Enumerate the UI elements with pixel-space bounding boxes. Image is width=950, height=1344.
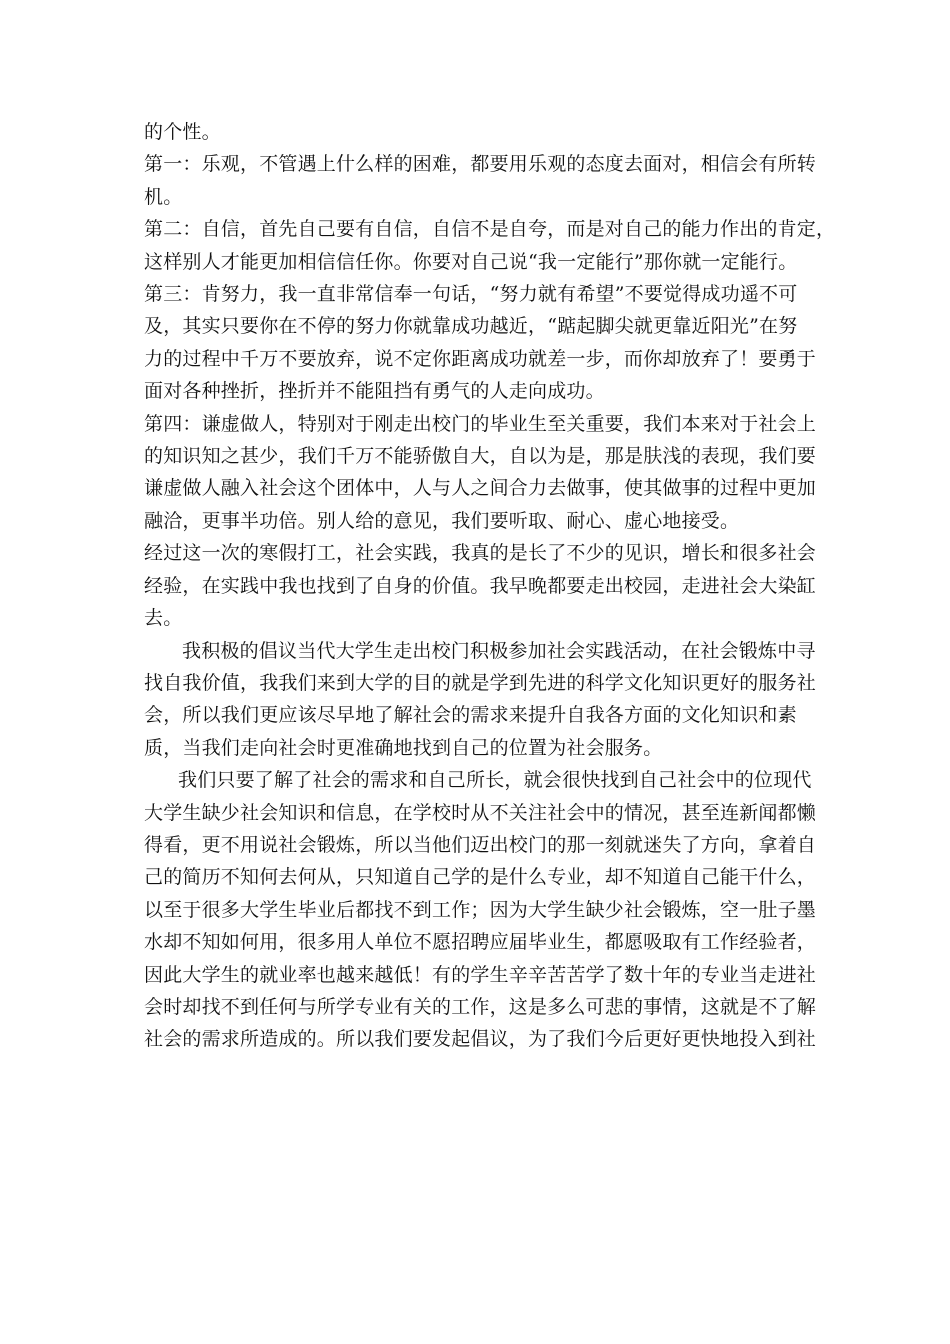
text-line: 经验，在实践中我也找到了自身的价值。我早晚都要走出校园，走进社会大染缸 [144,574,817,597]
text-line: 会时却找不到任何与所学专业有关的工作，这是多么可悲的事情，这就是不了解 [144,995,817,1018]
paragraph [144,148,817,213]
text-line: 大学生缺少社会知识和信息，在学校时从不关注社会中的情况，甚至连新闻都懒 [144,801,817,824]
text-line: 去。 [144,607,183,630]
paragraph [144,667,817,764]
paragraph [144,635,816,667]
text-line: 第二：自信，首先自己要有自信，自信不是自夸，而是对自己的能力作出的肯定， [144,218,836,241]
text-line: 面对各种挫折，挫折并不能阻挡有勇气的人走向成功。 [144,380,605,403]
text-line: 质，当我们走向社会时更准确地找到自己的位置为社会服务。 [144,736,663,759]
text-line: 因此大学生的就业率也越来越低！有的学生辛辛苦苦学了数十年的专业当走进社 [144,963,817,986]
text-line: 融洽，更事半功倍。别人给的意见，我们要听取、耐心、虚心地接受。 [144,509,740,532]
text-line: 第三：肯努力，我一直非常信奉一句话，“努力就有希望”不要觉得成功遥不可 [144,283,798,306]
text-line: 我们只要了解了社会的需求和自己所长，就会很快找到自己社会中的位现代 [178,769,812,792]
paragraph [144,797,817,1056]
text-line: 第一：乐观，不管遇上什么样的困难，都要用乐观的态度去面对，相信会有所转 [144,153,817,176]
text-line: 己的简历不知何去何从，只知道自己学的是什么专业，却不知道自己能干什么， [144,866,817,889]
text-line: 经过这一次的寒假打工，社会实践，我真的是长了不少的见识，增长和很多社会 [144,542,817,565]
paragraph [144,408,817,538]
text-line: 的个性。 [144,121,221,143]
text-line: 这样别人才能更加相信信任你。你要对自己说“我一定能行”那你就一定能行。 [144,250,798,273]
paragraph [144,116,812,148]
text-line: 机。 [144,185,183,208]
text-line: 会，所以我们更应该尽早地了解社会的需求来提升自我各方面的文化知识和素 [144,704,797,727]
text-line: 我积极的倡议当代大学生走出校门积极参加社会实践活动，在社会锻炼中寻 [182,639,816,662]
text-line: 社会的需求所造成的。所以我们要发起倡议，为了我们今后更好更快地投入到社 [144,1028,817,1051]
text-line: 的知识知之甚少，我们千万不能骄傲自大，自以为是，那是肤浅的表现，我们要 [144,445,817,468]
text-line: 第四：谦虚做人，特别对于刚走出校门的毕业生至关重要，我们本来对于社会上 [144,412,817,435]
text-line: 水却不知如何用，很多用人单位不愿招聘应届毕业生，都愿吸取有工作经验者， [144,931,817,954]
paragraph [144,764,812,796]
document-page [144,116,836,1056]
text-line: 及，其实只要你在不停的努力你就靠成功越近，“踮起脚尖就更靠近阳光”在努 [144,315,798,338]
paragraph [144,278,817,408]
text-line: 力的过程中千万不要放弃，说不定你距离成功就差一步，而你却放弃了！要勇于 [144,347,817,370]
text-line: 得看，更不用说社会锻炼，所以当他们迈出校门的那一刻就迷失了方向，拿着自 [144,833,817,856]
text-line: 谦虚做人融入社会这个团体中，人与人之间合力去做事，使其做事的过程中更加 [144,477,817,500]
text-line: 以至于很多大学生毕业后都找不到工作；因为大学生缺少社会锻炼，空一肚子墨 [144,898,817,921]
paragraph [144,213,836,278]
paragraph [144,537,817,634]
text-line: 找自我价值，我我们来到大学的目的就是学到先进的科学文化知识更好的服务社 [144,671,817,694]
